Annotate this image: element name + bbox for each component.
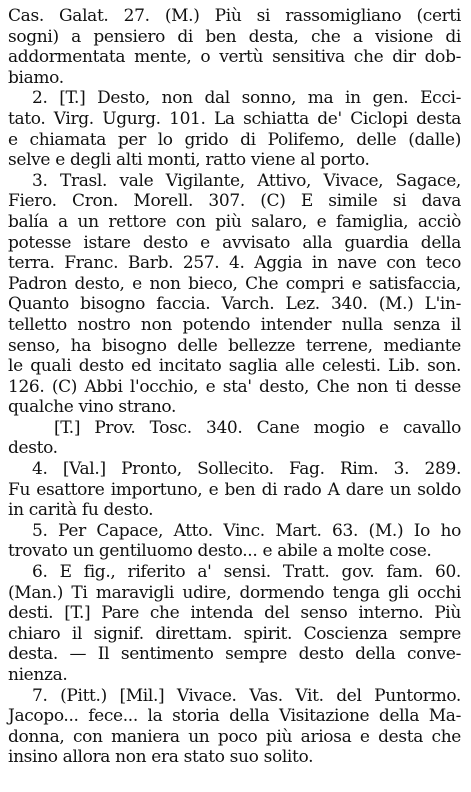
text-line: nienza.	[8, 665, 68, 685]
text-line: 126. (C) Abbi l'occhio, e sta' desto, Che non ti desse	[8, 376, 461, 397]
text-line: donna, con maniera un poco più ariosa e desta che	[8, 726, 461, 747]
text-line: terra. Franc. Barb. 257. 4. Aggia in nave con teco	[8, 253, 461, 274]
text-line: [T.] Prov. Tosc. 340. Cane mogio e cavallo	[54, 417, 461, 438]
text-line: addormentata mente, o vertù sensitiva che dir dob-	[8, 47, 461, 68]
text-line: 5. Per Capace, Atto. Vinc. Mart. 63. (M.) Io ho	[32, 520, 461, 541]
text-line: selve e degli alti monti, ratto viene al porto.	[8, 150, 370, 171]
text-line: potesse istare desto e avvisato alla guardia della	[8, 232, 461, 253]
text-line: trovato un gentiluomo desto... e abile a molte cose.	[8, 541, 432, 562]
text-line: desta. — Il sentimento sempre desto della conve-	[8, 644, 461, 665]
text-line: in carità fu desto.	[8, 500, 154, 521]
text-line: 4. [Val.] Pronto, Sollecito. Fag. Rim. 3. 289.	[32, 459, 461, 480]
text-line: Cas. Galat. 27. (M.) Più si rassomigliano (certi	[8, 6, 461, 26]
text-line: Jacopo... fece... la storia della Visitazione della Ma-	[8, 706, 461, 727]
text-line: Quanto bisogno faccia. Varch. Lez. 340. (M.) L'in-	[8, 294, 461, 315]
text-line: 2. [T.] Desto, non dal sonno, ma in gen. Ecci-	[32, 88, 461, 109]
text-line: insino allora non era stato suo solito.	[8, 747, 314, 768]
text-line: 6. E fig., riferito a' sensi. Tratt. gov. fam. 60.	[32, 562, 461, 583]
text-line: chiaro il signif. direttam. spirit. Coscienza sempre	[8, 623, 461, 644]
text-line: qualche vino strano.	[8, 397, 177, 418]
text-line: sogni) a pensiero di ben desta, che a visione di	[8, 26, 461, 47]
text-line: 3. Trasl. vale Vigilante, Attivo, Vivace, Sagace,	[32, 170, 461, 191]
text-line: balía a un rettore con più salaro, e famiglia, acciò	[8, 211, 461, 232]
text-line: le quali desto ed incitato saglia alle celesti. Lib. son.	[8, 356, 461, 377]
text-line: desti. [T.] Pare che intenda del senso interno. Più	[8, 603, 461, 624]
text-line: (Man.) Ti maravigli udire, dormendo tenga gli occhi	[8, 582, 461, 603]
text-line: 7. (Pitt.) [Mil.] Vivace. Vas. Vit. del Puntormo.	[32, 685, 461, 706]
text-line: Fu esattore importuno, e ben di rado A dare un soldo	[8, 479, 461, 500]
entry-text-body	[8, 6, 461, 768]
text-line: e chiamata per lo grido di Polifemo, delle (dalle)	[8, 129, 461, 150]
text-line: senso, ha bisogno delle bellezze terrene, mediante	[8, 335, 461, 356]
text-line: biamo.	[8, 67, 64, 88]
text-line: telletto nostro non potendo intender nulla senza il	[8, 314, 461, 335]
text-line: desto.	[8, 438, 58, 459]
text-line: Padron desto, e non bieco, Che compri e satisfaccia,	[8, 273, 461, 294]
text-line: tato. Virg. Ugurg. 101. La schiatta de' Ciclopi desta	[8, 108, 461, 129]
text-line: Fiero. Cron. Morell. 307. (C) E simile si dava	[8, 191, 461, 212]
